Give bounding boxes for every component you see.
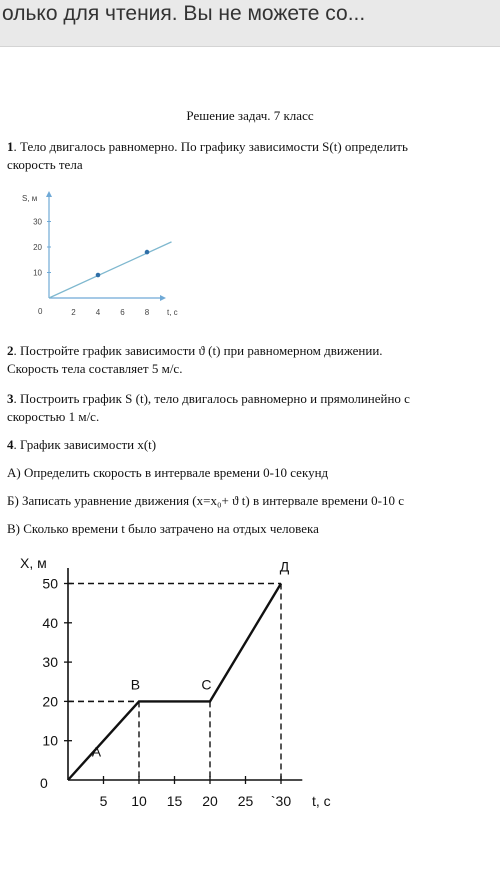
task-2-text-line2: Скорость тела составляет 5 м/с. xyxy=(7,361,183,376)
task-4 xyxy=(7,436,500,454)
point-label: A xyxy=(91,743,102,760)
x-tick-label: 6 xyxy=(120,308,125,317)
y-tick-label: 10 xyxy=(33,268,42,278)
series-line xyxy=(49,242,172,298)
data-point xyxy=(96,273,101,278)
x-tick-label: 25 xyxy=(237,793,254,809)
y-axis-label: X, м xyxy=(20,555,47,571)
task-4-a: А) Определить скорость в интервале времени 0-10 секунд xyxy=(7,465,329,480)
task-2-number: 2 xyxy=(7,343,14,358)
data-point xyxy=(145,250,150,255)
x-tick-label: 5 xyxy=(99,793,108,809)
y-tick-label: 50 xyxy=(42,575,58,592)
y-tick-label: 20 xyxy=(33,243,42,252)
x-tick-label: 2 xyxy=(71,308,76,317)
read-only-banner-text: олько для чтения. Вы не можете со... xyxy=(2,2,366,25)
x-axis-label: t, c xyxy=(312,793,331,809)
task-4-b: Б) Записать уравнение движения (x=x₀+ ϑ t) в интервале времени 0-10 с xyxy=(7,493,404,508)
y-axis-arrow-icon xyxy=(46,191,52,197)
task-3-text-line2: скоростью 1 м/с. xyxy=(7,409,100,424)
origin-label: 0 xyxy=(38,307,43,316)
task-2-text-line1: . Постройте график зависимости ϑ (t) при равномерном движении. xyxy=(13,343,383,358)
y-tick-label: 40 xyxy=(42,614,58,631)
y-tick-label: 20 xyxy=(42,693,58,710)
y-tick-label: 30 xyxy=(42,654,58,671)
x-tick-label: 4 xyxy=(95,308,101,317)
origin-label: 0 xyxy=(40,775,48,791)
task-1-number: 1 xyxy=(7,139,14,154)
task-2 xyxy=(7,342,500,360)
x-tick-label: 20 xyxy=(202,793,218,809)
x-tick-label: `30 xyxy=(270,793,292,809)
y-tick-label: 30 xyxy=(33,217,42,227)
x-axis-arrow-icon xyxy=(160,295,166,301)
x-tick-label: 10 xyxy=(131,793,147,809)
task-4-c: В) Сколько времени t было затрачено на отдых человека xyxy=(7,521,319,536)
y-tick-label: 10 xyxy=(42,732,58,749)
read-only-banner xyxy=(0,0,500,47)
task-4-number: 4 xyxy=(7,437,14,452)
task-1-text-line2: скорость тела xyxy=(7,157,83,172)
task-4-title: . График зависимости x(t) xyxy=(13,437,157,452)
chart-s-of-t xyxy=(0,188,200,328)
x-axis-label: t, c xyxy=(167,308,178,317)
x-tick-label: 15 xyxy=(166,793,183,809)
task-1-text-line1: . Тело двигалось равномерно. По графику зависимости S(t) определить xyxy=(13,139,408,154)
task-3-number: 3 xyxy=(7,391,14,406)
task-3-text-line1: . Построить график S (t), тело двигалось равномерно и прямолинейно с xyxy=(13,391,410,406)
task-3 xyxy=(7,390,500,408)
point-label: Д xyxy=(279,558,290,575)
x-tick-label: 8 xyxy=(144,308,150,317)
document-title: Решение задач. 7 класс xyxy=(186,108,314,123)
task-1 xyxy=(7,138,500,156)
y-axis-label: S, м xyxy=(22,194,38,203)
point-label: C xyxy=(201,676,212,693)
point-label: B xyxy=(130,676,141,693)
chart-x-of-t xyxy=(0,544,360,834)
